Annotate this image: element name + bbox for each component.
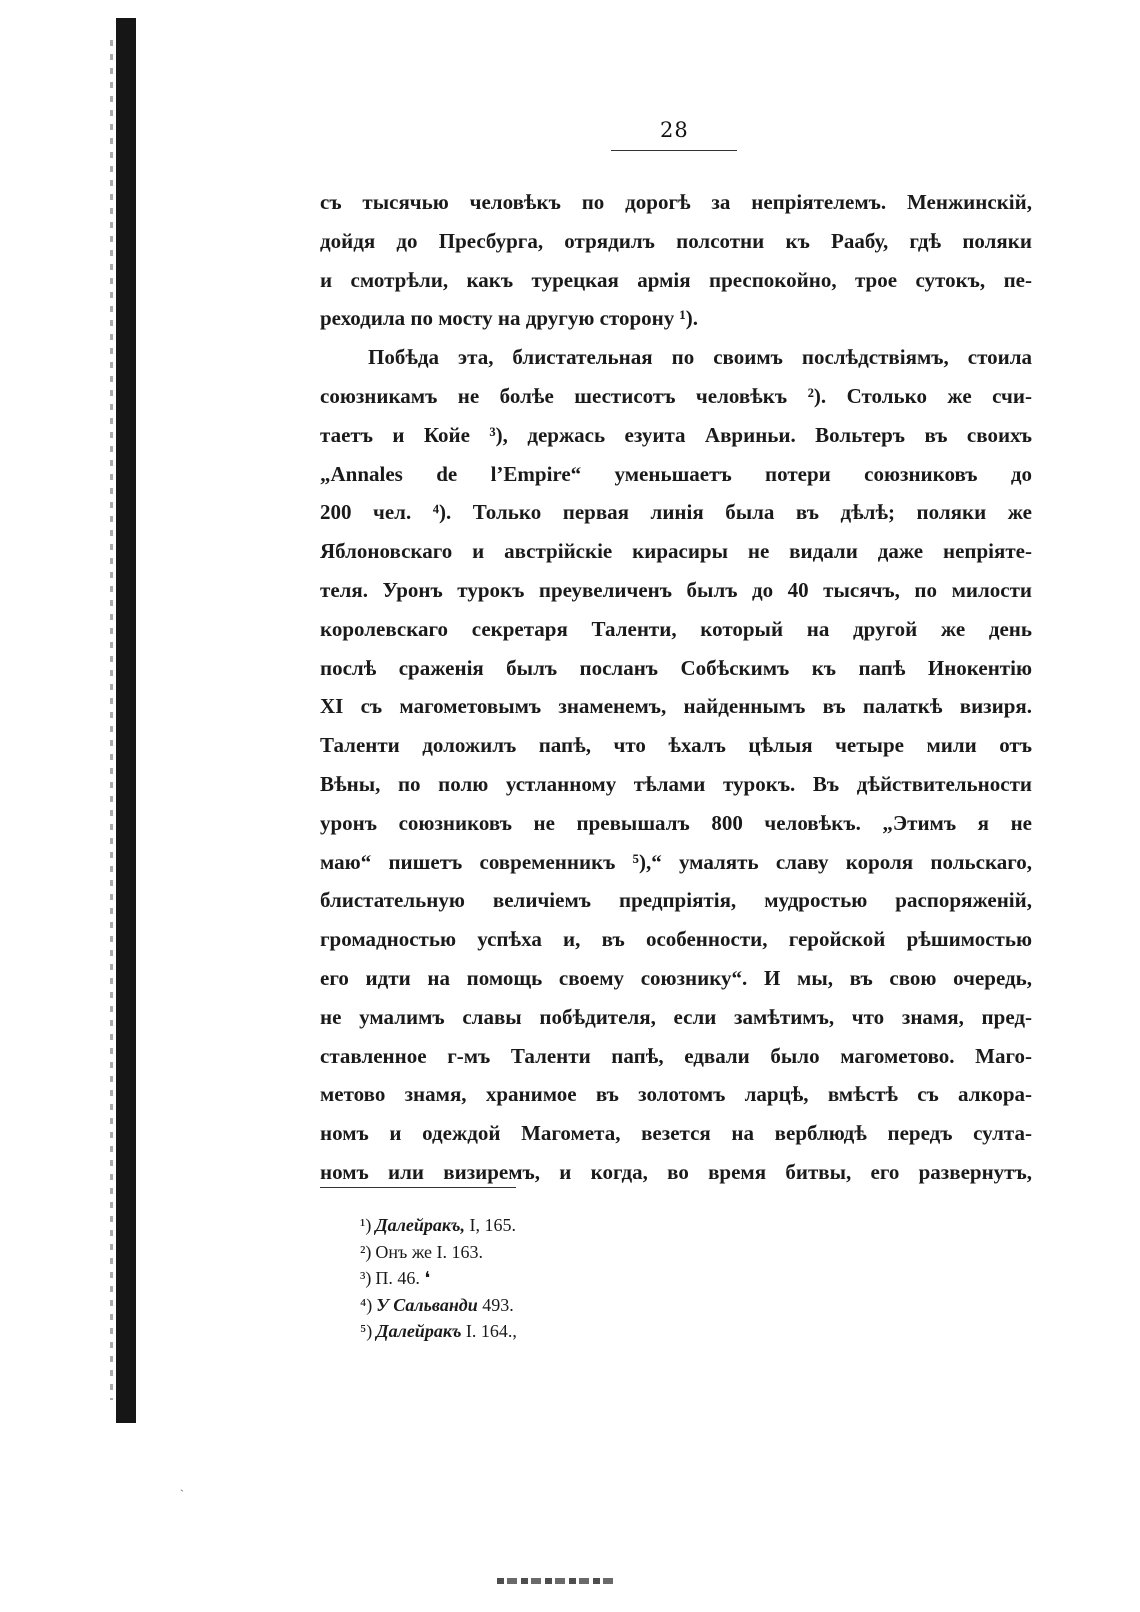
text-line: „Annales de l’Empire“ уменьшаетъ потери союзниковъ до xyxy=(320,461,1032,486)
text-line: Яблоновскаго и австрійскіе кирасиры не видали даже непріяте- xyxy=(320,539,1032,564)
text-line: реходила по мосту на другую сторону ¹). xyxy=(320,306,699,331)
text-line: XI съ магометовымъ знаменемъ, найденнымъ въ палаткѣ визиря. xyxy=(320,694,1032,719)
text-line: громадностью успѣха и, въ особенности, геройской рѣшимостью xyxy=(320,927,1032,952)
text-line: съ тысячью человѣкъ по дорогѣ за непріятелемъ. Менжинскій, xyxy=(320,190,1032,214)
text-line: маю“ пишетъ современникъ ⁵),“ умалять славу короля польскаго, xyxy=(320,849,1032,874)
main-text xyxy=(320,183,1032,1192)
page-number-rule xyxy=(611,150,737,151)
footnote-ref: I, 165. xyxy=(465,1215,517,1235)
footnote-ref: 493. xyxy=(477,1294,514,1315)
footnote-ref: I. 164., xyxy=(461,1321,517,1341)
footnote-source: Далейракъ, xyxy=(375,1215,466,1235)
bottom-ornament xyxy=(497,1578,615,1584)
footnote-mark: ⁵) xyxy=(360,1321,373,1341)
footnotes xyxy=(360,1212,517,1345)
text-line: послѣ сраженія былъ посланъ Собѣскимъ къ папѣ Инокентію xyxy=(320,655,1032,680)
text-line: не умалимъ славы побѣдителя, если замѣтимъ, что знамя, пред- xyxy=(320,1004,1032,1029)
text-line: теля. Уронъ турокъ преувеличенъ былъ до 40 тысячъ, по милости xyxy=(320,577,1032,602)
text-line: метово знамя, хранимое въ золотомъ ларцѣ, вмѣстѣ съ алкора- xyxy=(320,1082,1032,1107)
footnote-item xyxy=(360,1212,517,1239)
spine-edge-texture xyxy=(110,40,113,1400)
spine-mark: ˎ xyxy=(180,1478,184,1492)
text-line: 200 чел. ⁴). Только первая линія была въ дѣлѣ; поляки же xyxy=(320,500,1032,525)
footnote-mark: ⁴) xyxy=(360,1294,373,1315)
footnote-source: У Сальванди xyxy=(376,1294,478,1315)
text-line: и смотрѣли, какъ турецкая армія преспокойно, трое сутокъ, пе- xyxy=(320,267,1032,292)
text-line: ставленное г-мъ Таленти папѣ, едвали было магометово. Маго- xyxy=(320,1043,1032,1068)
footnote-ref: П. 46. ❛ xyxy=(375,1268,431,1288)
book-spine-shadow xyxy=(116,18,136,1423)
text-line: его идти на помощь своему союзнику“. И мы, въ свою очередь, xyxy=(320,965,1032,990)
text-line: Побѣда эта, блистательная по своимъ послѣдствіямъ, стоила xyxy=(368,345,1032,370)
footnote-mark: ²) xyxy=(360,1241,372,1262)
text-line: уронъ союзниковъ не превышалъ 800 человѣкъ. „Этимъ я не xyxy=(320,810,1032,835)
footnote-item xyxy=(360,1318,517,1345)
text-line: дойдя до Пресбурга, отрядилъ полсотни къ Раабу, гдѣ поляки xyxy=(320,228,1032,253)
footnote-separator xyxy=(320,1187,516,1188)
footnote-item xyxy=(360,1265,517,1292)
text-line: Вѣны, по полю устланному тѣлами турокъ. Въ дѣйствительности xyxy=(320,771,1032,796)
text-line: таетъ и Койе ³), держась езуита Авриньи. Вольтеръ въ своихъ xyxy=(320,422,1032,447)
page-number: 28 xyxy=(660,118,689,142)
text-line: блистательную величіемъ предпріятія, мудростью распоряженій, xyxy=(320,888,1032,913)
footnote-item xyxy=(360,1292,517,1319)
text-line: Таленти доложилъ папѣ, что ѣхалъ цѣлыя четыре мили отъ xyxy=(320,733,1032,758)
text-line: номъ и одеждой Магомета, везется на верблюдѣ передъ султа- xyxy=(320,1121,1032,1146)
footnote-ref: Онъ же I. 163. xyxy=(375,1241,484,1262)
footnote-source: Далейракъ xyxy=(376,1321,462,1341)
text-line: союзникамъ не болѣе шестисотъ человѣкъ ²). Столько же счи- xyxy=(320,383,1032,408)
footnote-mark: ³) xyxy=(360,1268,372,1288)
footnote-mark: ¹) xyxy=(360,1215,372,1235)
text-line: королевскаго секретаря Таленти, который на другой же день xyxy=(320,616,1032,641)
text-line: номъ или визиремъ, и когда, во время битвы, его развернутъ, xyxy=(320,1159,1032,1184)
footnote-item xyxy=(360,1239,517,1266)
